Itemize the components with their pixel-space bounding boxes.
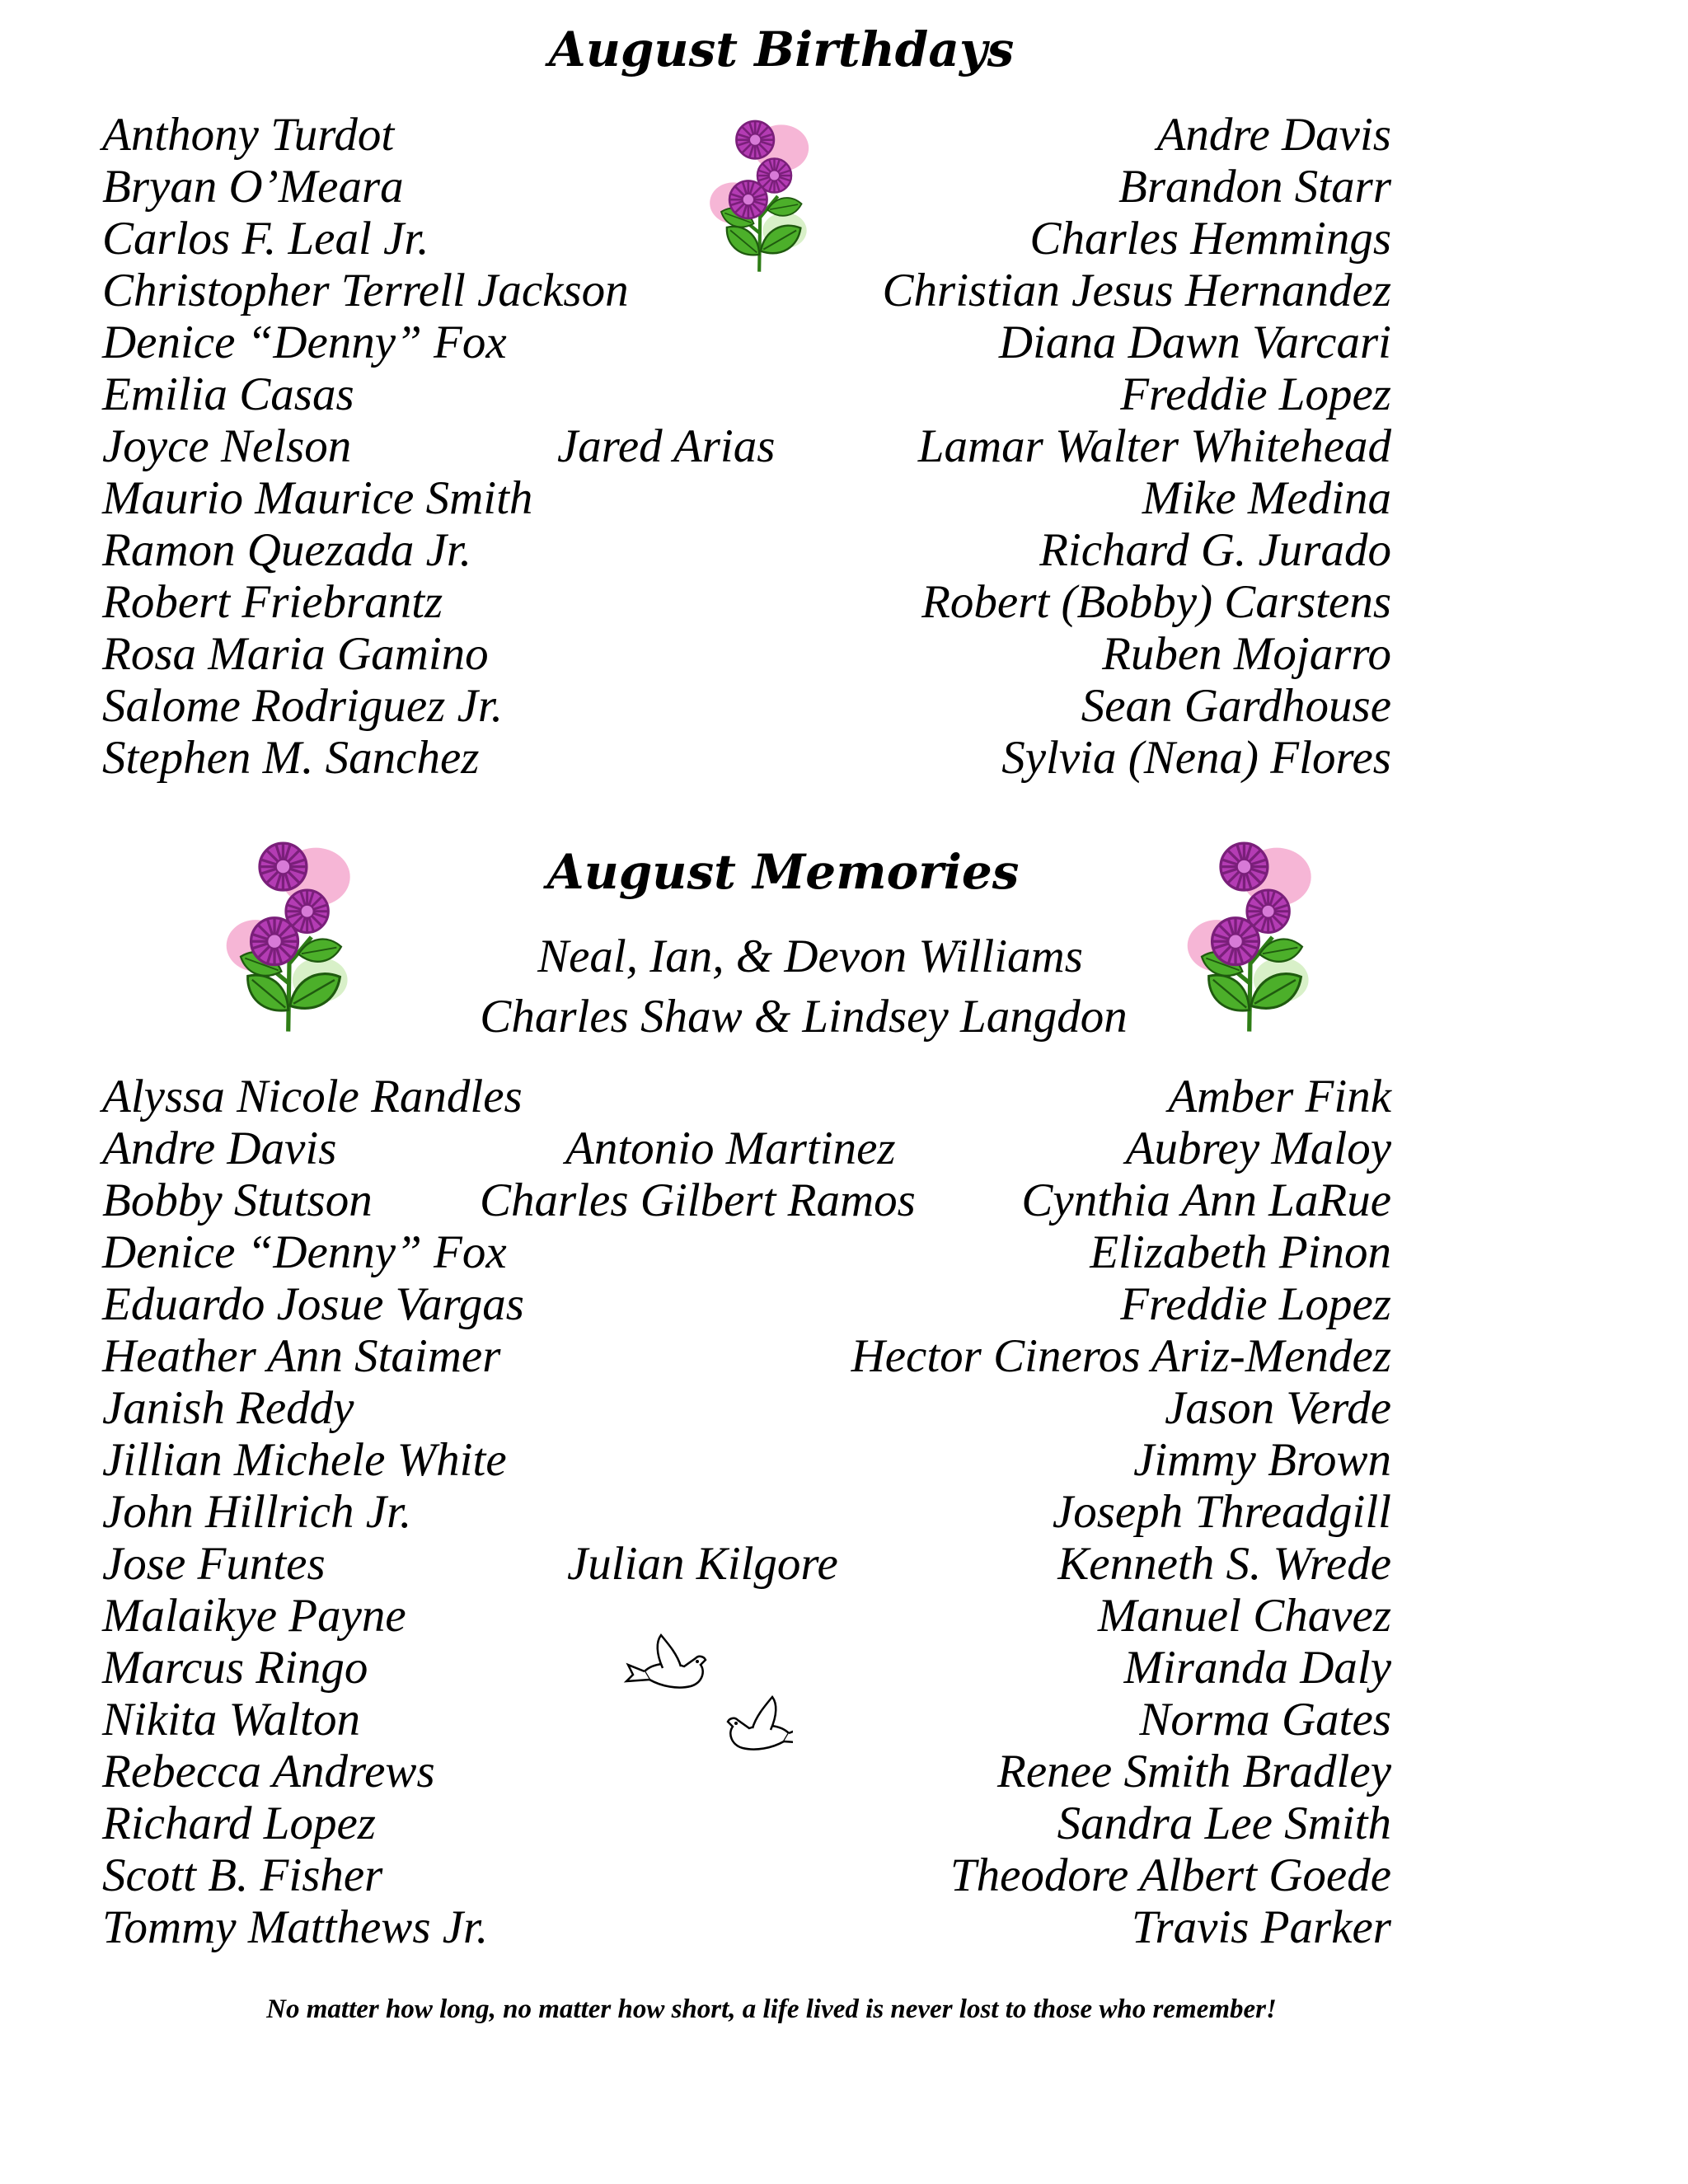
memory-name: Marcus Ringo	[102, 1642, 368, 1694]
birthday-name: Denice “Denny” Fox	[102, 316, 507, 368]
birthday-name: Stephen M. Sanchez	[102, 732, 480, 784]
memory-name: Heather Ann Staimer	[102, 1330, 501, 1382]
memory-name: Joseph Threadgill	[1052, 1486, 1391, 1538]
memory-name: Cynthia Ann LaRue	[1021, 1174, 1391, 1226]
flower-bouquet-icon	[1177, 834, 1334, 1040]
birthday-name: Diana Dawn Varcari	[998, 316, 1391, 368]
birthday-name: Brandon Starr	[1118, 161, 1391, 213]
memory-name: Renee Smith Bradley	[997, 1746, 1391, 1797]
memory-name: Charles Gilbert Ramos	[480, 1174, 916, 1226]
memory-name: Aubrey Maloy	[1125, 1122, 1391, 1174]
footer-quote: No matter how long, no matter how short, a life lived is never lost to those who remember!	[266, 1994, 1277, 2024]
birthdays-title: August Birthdays	[548, 21, 1015, 77]
birthday-name: Christian Jesus Hernandez	[882, 265, 1391, 316]
featured-memory-2: Charles Shaw & Lindsey Langdon	[480, 991, 1128, 1043]
flower-bouquet-icon	[702, 114, 826, 279]
memory-name: Elizabeth Pinon	[1090, 1226, 1391, 1278]
birthday-name: Sylvia (Nena) Flores	[1001, 732, 1391, 784]
memory-name: Scott B. Fisher	[102, 1849, 383, 1901]
doves-icon	[620, 1614, 793, 1754]
birthday-name: Anthony Turdot	[102, 109, 395, 161]
memory-name: Miranda Daly	[1123, 1642, 1391, 1694]
memory-name: Antonio Martinez	[565, 1122, 896, 1174]
birthday-name: Christopher Terrell Jackson	[102, 265, 629, 316]
memory-name: Alyssa Nicole Randles	[102, 1071, 523, 1122]
memory-name: Rebecca Andrews	[102, 1746, 435, 1797]
birthday-name: Jared Arias	[557, 420, 776, 472]
memory-name: Andre Davis	[102, 1122, 337, 1174]
memory-name: Richard Lopez	[102, 1797, 376, 1849]
birthday-name: Robert (Bobby) Carstens	[921, 576, 1391, 628]
memory-name: Sandra Lee Smith	[1057, 1797, 1391, 1849]
memory-name: Jillian Michele White	[102, 1434, 507, 1486]
featured-memory-1: Neal, Ian, & Devon Williams	[537, 930, 1083, 982]
memory-name: Freddie Lopez	[1120, 1278, 1391, 1330]
memory-name: Julian Kilgore	[567, 1538, 838, 1590]
birthday-name: Charles Hemmings	[1029, 213, 1391, 265]
birthday-name: Joyce Nelson	[102, 420, 352, 472]
birthday-name: Emilia Casas	[102, 368, 354, 420]
memory-name: Norma Gates	[1139, 1694, 1391, 1746]
birthday-name: Ruben Mojarro	[1102, 628, 1391, 680]
birthday-name: Carlos F. Leal Jr.	[102, 213, 429, 265]
memory-name: Jason Verde	[1165, 1382, 1391, 1434]
memory-name: Manuel Chavez	[1097, 1590, 1391, 1642]
birthday-name: Richard G. Jurado	[1039, 524, 1391, 576]
flower-bouquet-icon	[216, 834, 373, 1040]
birthday-name: Ramon Quezada Jr.	[102, 524, 472, 576]
birthday-name: Mike Medina	[1142, 472, 1391, 524]
birthday-name: Bryan O’Meara	[102, 161, 404, 213]
memory-name: Kenneth S. Wrede	[1057, 1538, 1391, 1590]
memory-name: Jose Funtes	[102, 1538, 326, 1590]
memory-name: Hector Cineros Ariz-Mendez	[851, 1330, 1391, 1382]
memory-name: Jimmy Brown	[1133, 1434, 1391, 1486]
memory-name: Bobby Stutson	[102, 1174, 373, 1226]
memory-name: Tommy Matthews Jr.	[102, 1901, 489, 1953]
memory-name: Malaikye Payne	[102, 1590, 406, 1642]
birthday-name: Rosa Maria Gamino	[102, 628, 489, 680]
birthday-name: Maurio Maurice Smith	[102, 472, 533, 524]
birthday-name: Freddie Lopez	[1120, 368, 1391, 420]
birthday-name: Lamar Walter Whitehead	[917, 420, 1391, 472]
memory-name: Amber Fink	[1168, 1071, 1391, 1122]
memory-name: Nikita Walton	[102, 1694, 360, 1746]
birthday-name: Robert Friebrantz	[102, 576, 443, 628]
birthday-name: Salome Rodriguez Jr.	[102, 680, 504, 732]
memories-title: August Memories	[546, 844, 1020, 900]
memory-name: Eduardo Josue Vargas	[102, 1278, 524, 1330]
memory-name: Theodore Albert Goede	[950, 1849, 1391, 1901]
birthday-name: Andre Davis	[1156, 109, 1391, 161]
birthday-name: Sean Gardhouse	[1081, 680, 1391, 732]
memory-name: Janish Reddy	[102, 1382, 354, 1434]
memory-name: John Hillrich Jr.	[102, 1486, 412, 1538]
memory-name: Travis Parker	[1131, 1901, 1391, 1953]
memory-name: Denice “Denny” Fox	[102, 1226, 507, 1278]
